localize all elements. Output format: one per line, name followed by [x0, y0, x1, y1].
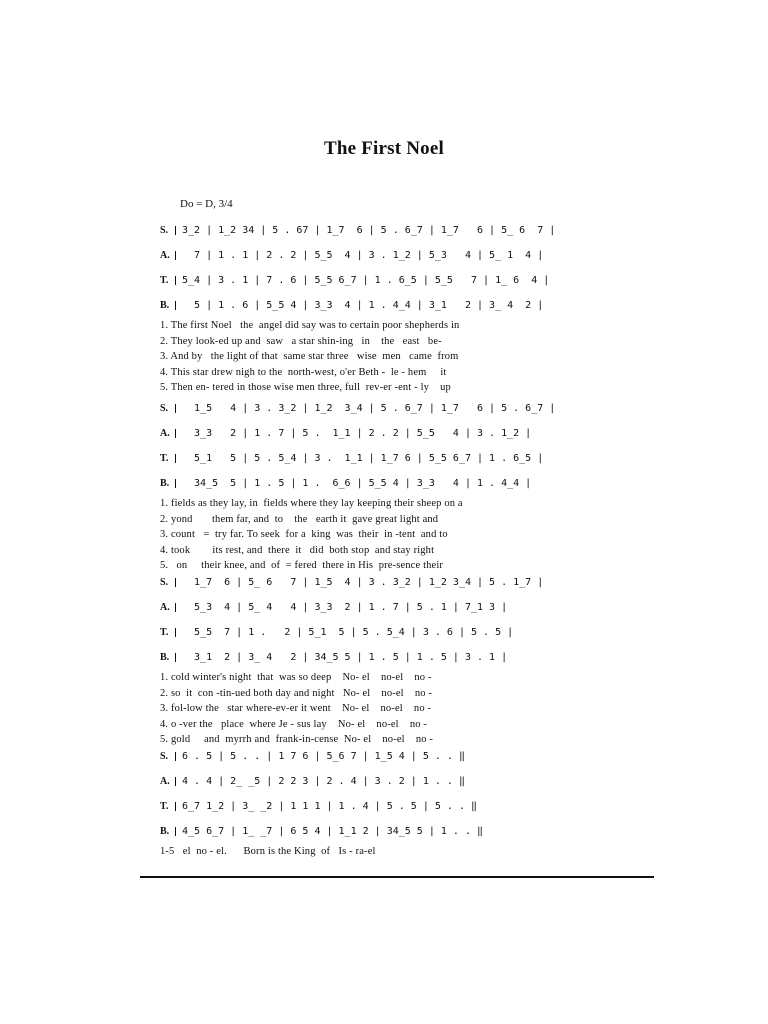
notation-line: 4_5 6_7 | 1_ _7 | 6 5 4 | 1_1 2 | 34_5 5 | 1 . . ‖: [182, 826, 484, 837]
staff-row-alto: [160, 595, 650, 620]
voice-label: T.: [160, 275, 169, 286]
notation-line: 3_1 2 | 3_ 4 2 | 34_5 5 | 1 . 5 | 1 . 5 | 3 . 1 |: [182, 652, 508, 663]
staff-row-bass: [160, 819, 650, 844]
staff-brace: [175, 752, 176, 761]
notation-line: 7 | 1 . 1 | 2 . 2 | 5_5 4 | 3 . 1_2 | 5_3 4 | 5_ 1 4 |: [182, 250, 544, 261]
notation-line: 1_5 4 | 3 . 3_2 | 1_2 3_4 | 5 . 6_7 | 1_7 6 | 5 . 6_7 |: [182, 403, 556, 414]
staff-row-bass: [160, 293, 650, 318]
staff-brace: [175, 827, 176, 836]
lyric-line: 1. fields as they lay, in fields where they lay keeping their sheep on a: [160, 498, 463, 509]
lyric-line: 1. cold winter's night that was so deep No- el no-el no -: [160, 672, 432, 683]
voice-label: S.: [160, 225, 169, 236]
staff-row-soprano: [160, 744, 650, 769]
lyric-line: 3. fol-low the star where-ev-er it went No- el no-el no -: [160, 703, 432, 715]
lyric-line: 2. They look-ed up and saw a star shin-ing in the east be-: [160, 335, 442, 347]
voice-label: B.: [160, 300, 170, 311]
lyric-line: 1. The first Noel the angel did say was to certain poor shepherds in: [160, 320, 460, 331]
key-signature: Do = D, 3/4: [180, 198, 233, 210]
music-system-3: [160, 570, 650, 748]
staff-brace: [175, 276, 176, 285]
notation-line: 5_1 5 | 5 . 5_4 | 3 . 1_1 | 1_7 6 | 5_5 6_7 | 1 . 6_5 |: [182, 453, 544, 464]
voice-label: B.: [160, 478, 170, 489]
notation-line: 4 . 4 | 2_ _5 | 2 2 3 | 2 . 4 | 3 . 2 | 1 . . ‖: [182, 776, 465, 787]
staff-brace: [175, 404, 176, 413]
lyric-line: 4. This star drew nigh to the north-west, o'er Beth - le - hem it: [160, 366, 447, 378]
voice-label: A.: [160, 250, 170, 261]
staff-brace: [175, 603, 176, 612]
staff-brace: [175, 226, 176, 235]
staff-brace: [175, 429, 176, 438]
voice-label: S.: [160, 751, 169, 762]
staff-row-bass: [160, 645, 650, 670]
staff-row-alto: [160, 769, 650, 794]
lyric-line: 3. count = try far. To seek for a king was their in -tent and to: [160, 529, 448, 541]
notation-line: 3_2 | 1_2 34 | 5 . 67 | 1_7 6 | 5 . 6_7 | 1_7 6 | 5_ 6 7 |: [182, 225, 556, 236]
lyric-line: 2. so it con -tin-ued both day and night No- el no-el no -: [160, 687, 433, 699]
notation-line: 5_5 7 | 1 . 2 | 5_1 5 | 5 . 5_4 | 3 . 6 | 5 . 5 |: [182, 627, 514, 638]
notation-line: 1_7 6 | 5_ 6 7 | 1_5 4 | 3 . 3_2 | 1_2 3_4 | 5 . 1_7 |: [182, 577, 544, 588]
lyric-line: 1-5 el no - el. Born is the King of Is - ra-el: [160, 846, 376, 857]
footer-rule: [140, 876, 654, 878]
voice-label: B.: [160, 826, 170, 837]
staff-brace: [175, 653, 176, 662]
notation-line: 3_3 2 | 1 . 7 | 5 . 1_1 | 2 . 2 | 5_5 4 | 3 . 1_2 |: [182, 428, 532, 439]
voice-label: A.: [160, 428, 170, 439]
music-system-1: [160, 218, 650, 396]
staff-brace: [175, 251, 176, 260]
staff-row-tenor: [160, 620, 650, 645]
staff-brace: [175, 628, 176, 637]
voice-label: T.: [160, 453, 169, 464]
staff-row-alto: [160, 421, 650, 446]
staff-brace: [175, 802, 176, 811]
staff-row-tenor: [160, 268, 650, 293]
voice-label: B.: [160, 652, 170, 663]
lyric-line: 5. on their knee, and of = fered there in His pre-sence their: [160, 560, 444, 572]
staff-row-soprano: [160, 396, 650, 421]
voice-label: T.: [160, 627, 169, 638]
notation-line: 5 | 1 . 6 | 5_5 4 | 3_3 4 | 1 . 4_4 | 3_1 2 | 3_ 4 2 |: [182, 300, 544, 311]
staff-brace: [175, 454, 176, 463]
staff-row-tenor: [160, 794, 650, 819]
voice-label: A.: [160, 776, 170, 787]
staff-row-bass: [160, 471, 650, 496]
notation-line: 5_3 4 | 5_ 4 4 | 3_3 2 | 1 . 7 | 5 . 1 | 7_1 3 |: [182, 602, 508, 613]
song-title: The First Noel: [324, 138, 444, 159]
notation-line: 6 . 5 | 5 . . | 1 7 6 | 5_6 7 | 1_5 4 | 5 . . ‖: [182, 751, 465, 762]
voice-label: A.: [160, 602, 170, 613]
lyric-line: 5. gold and myrrh and frank-in-cense No- el no-el no -: [160, 734, 434, 746]
staff-brace: [175, 479, 176, 488]
lyric-line: 5. Then en- tered in those wise men three, full rev-er -ent - ly up: [160, 382, 451, 394]
lyric-line: 4. took its rest, and there it did both stop and stay right: [160, 544, 435, 556]
voice-label: T.: [160, 801, 169, 812]
staff-brace: [175, 301, 176, 310]
lyric-line: 2. yond them far, and to the earth it gave great light and: [160, 513, 439, 525]
staff-row-soprano: [160, 218, 650, 243]
lyric-line: 3. And by the light of that same star three wise men came from: [160, 351, 459, 363]
voice-label: S.: [160, 577, 169, 588]
staff-brace: [175, 578, 176, 587]
music-system-4: [160, 744, 650, 860]
voice-label: S.: [160, 403, 169, 414]
staff-row-alto: [160, 243, 650, 268]
lyric-line: 4. o -ver the place where Je - sus lay No- el no-el no -: [160, 718, 428, 730]
notation-line: 34_5 5 | 1 . 5 | 1 . 6_6 | 5_5 4 | 3_3 4 | 1 . 4_4 |: [182, 478, 532, 489]
music-system-2: [160, 396, 650, 574]
staff-row-tenor: [160, 446, 650, 471]
staff-row-soprano: [160, 570, 650, 595]
staff-brace: [175, 777, 176, 786]
notation-line: 6_7 1_2 | 3_ _2 | 1 1 1 | 1 . 4 | 5 . 5 | 5 . . ‖: [182, 801, 478, 812]
notation-line: 5_4 | 3 . 1 | 7 . 6 | 5_5 6_7 | 1 . 6_5 | 5_5 7 | 1_ 6 4 |: [182, 275, 550, 286]
